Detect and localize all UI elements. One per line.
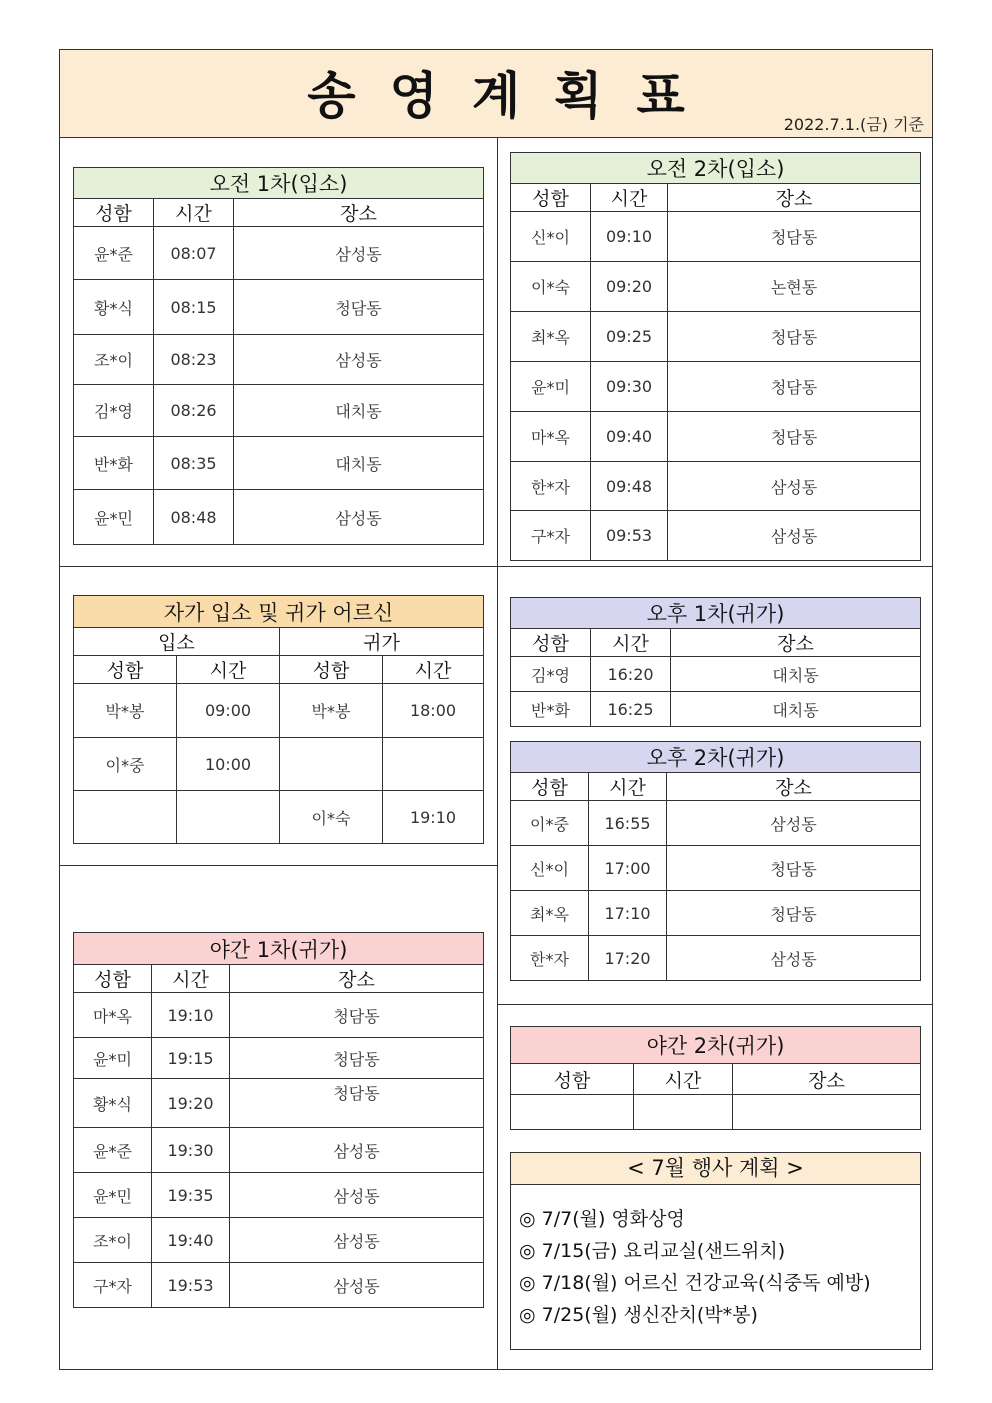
col-time: 시간 bbox=[591, 184, 668, 212]
am2-title: 오전 2차(입소) bbox=[511, 153, 921, 184]
table-row: 마*옥 09:40 청담동 bbox=[511, 412, 921, 462]
table-row: 신*이 09:10 청담동 bbox=[511, 212, 921, 262]
pm2-table bbox=[510, 741, 921, 981]
table-row: 반*화 08:35 대치동 bbox=[74, 437, 484, 490]
events-box bbox=[510, 1152, 921, 1350]
table-row: 최*옥 09:25 청담동 bbox=[511, 312, 921, 362]
self-table bbox=[73, 595, 484, 844]
table-row: 윤*미 19:15 청담동 bbox=[74, 1038, 484, 1079]
page-header bbox=[59, 49, 933, 138]
table-row: 이*중 10:00 bbox=[74, 738, 484, 791]
col-place: 장소 bbox=[668, 184, 921, 212]
pm2-title: 오후 2차(귀가) bbox=[511, 742, 921, 773]
col-time: 시간 bbox=[383, 656, 484, 684]
events-title: < 7월 행사 계획 > bbox=[511, 1153, 920, 1185]
night2-table bbox=[510, 1026, 921, 1130]
events-list bbox=[511, 1185, 920, 1331]
list-item: ◎ 7/15(금) 요리교실(샌드위치) bbox=[519, 1240, 786, 1262]
col-place: 장소 bbox=[234, 199, 484, 227]
table-row: 김*영 16:20 대치동 bbox=[511, 657, 921, 692]
table-row: 윤*준 08:07 삼성동 bbox=[74, 227, 484, 280]
self-title: 자가 입소 및 귀가 어르신 bbox=[74, 596, 484, 628]
table-row: 한*자 17:20 삼성동 bbox=[511, 936, 921, 981]
table-row: 박*봉 09:00 박*봉 18:00 bbox=[74, 684, 484, 738]
night2-title: 야간 2차(귀가) bbox=[511, 1027, 921, 1064]
self-in-label: 입소 bbox=[74, 628, 280, 656]
table-row bbox=[511, 1095, 921, 1130]
table-row: 조*이 19:40 삼성동 bbox=[74, 1218, 484, 1263]
col-time: 시간 bbox=[634, 1064, 733, 1095]
table-row: 윤*준 19:30 삼성동 bbox=[74, 1128, 484, 1173]
table-row: 황*식 08:15 청담동 bbox=[74, 280, 484, 335]
pm1-table bbox=[510, 597, 921, 727]
table-row: 윤*미 09:30 청담동 bbox=[511, 362, 921, 412]
col-time: 시간 bbox=[177, 656, 280, 684]
table-row: 이*중 16:55 삼성동 bbox=[511, 801, 921, 846]
table-row: 윤*민 19:35 삼성동 bbox=[74, 1173, 484, 1218]
table-row: 최*옥 17:10 청담동 bbox=[511, 891, 921, 936]
table-row: 신*이 17:00 청담동 bbox=[511, 846, 921, 891]
list-item: ◎ 7/7(월) 영화상영 bbox=[519, 1208, 685, 1230]
table-row: 구*자 19:53 삼성동 bbox=[74, 1263, 484, 1308]
col-name: 성함 bbox=[511, 1064, 634, 1095]
col-time: 시간 bbox=[154, 199, 234, 227]
self-out-label: 귀가 bbox=[280, 628, 484, 656]
col-place: 장소 bbox=[671, 629, 921, 657]
table-row: 한*자 09:48 삼성동 bbox=[511, 462, 921, 511]
col-name: 성함 bbox=[511, 184, 591, 212]
am1-table bbox=[73, 167, 484, 545]
table-row: 구*자 09:53 삼성동 bbox=[511, 511, 921, 561]
page-title: 송영계획표 bbox=[307, 67, 719, 125]
am1-title: 오전 1차(입소) bbox=[74, 168, 484, 199]
col-place: 장소 bbox=[667, 773, 921, 801]
col-place: 장소 bbox=[230, 965, 484, 993]
row-divider-3 bbox=[497, 1004, 933, 1005]
basis-date: 2022.7.1.(금) 기준 bbox=[783, 115, 924, 134]
center-divider bbox=[497, 138, 498, 1370]
table-row: 윤*민 08:48 삼성동 bbox=[74, 490, 484, 545]
table-row: 마*옥 19:10 청담동 bbox=[74, 993, 484, 1038]
row-divider-1 bbox=[59, 566, 933, 567]
col-place: 장소 bbox=[733, 1064, 921, 1095]
col-name: 성함 bbox=[511, 629, 591, 657]
table-row: 조*이 08:23 삼성동 bbox=[74, 335, 484, 385]
row-divider-2 bbox=[59, 865, 497, 866]
col-name: 성함 bbox=[511, 773, 589, 801]
col-time: 시간 bbox=[591, 629, 671, 657]
night1-title: 야간 1차(귀가) bbox=[74, 933, 484, 965]
table-row: 황*식 19:20 청담동 bbox=[74, 1079, 484, 1128]
table-row: 이*숙 19:10 bbox=[74, 791, 484, 844]
night1-table bbox=[73, 932, 484, 1308]
pm1-title: 오후 1차(귀가) bbox=[511, 598, 921, 629]
table-row: 이*숙 09:20 논현동 bbox=[511, 262, 921, 312]
table-row: 반*화 16:25 대치동 bbox=[511, 692, 921, 727]
col-name: 성함 bbox=[74, 965, 152, 993]
col-time: 시간 bbox=[152, 965, 230, 993]
list-item: ◎ 7/25(월) 생신잔치(박*봉) bbox=[519, 1304, 758, 1326]
list-item: ◎ 7/18(월) 어르신 건강교육(식중독 예방) bbox=[519, 1272, 871, 1294]
col-name: 성함 bbox=[74, 199, 154, 227]
table-row: 김*영 08:26 대치동 bbox=[74, 385, 484, 437]
am2-table bbox=[510, 152, 921, 561]
col-name: 성함 bbox=[280, 656, 383, 684]
col-name: 성함 bbox=[74, 656, 177, 684]
col-time: 시간 bbox=[589, 773, 667, 801]
